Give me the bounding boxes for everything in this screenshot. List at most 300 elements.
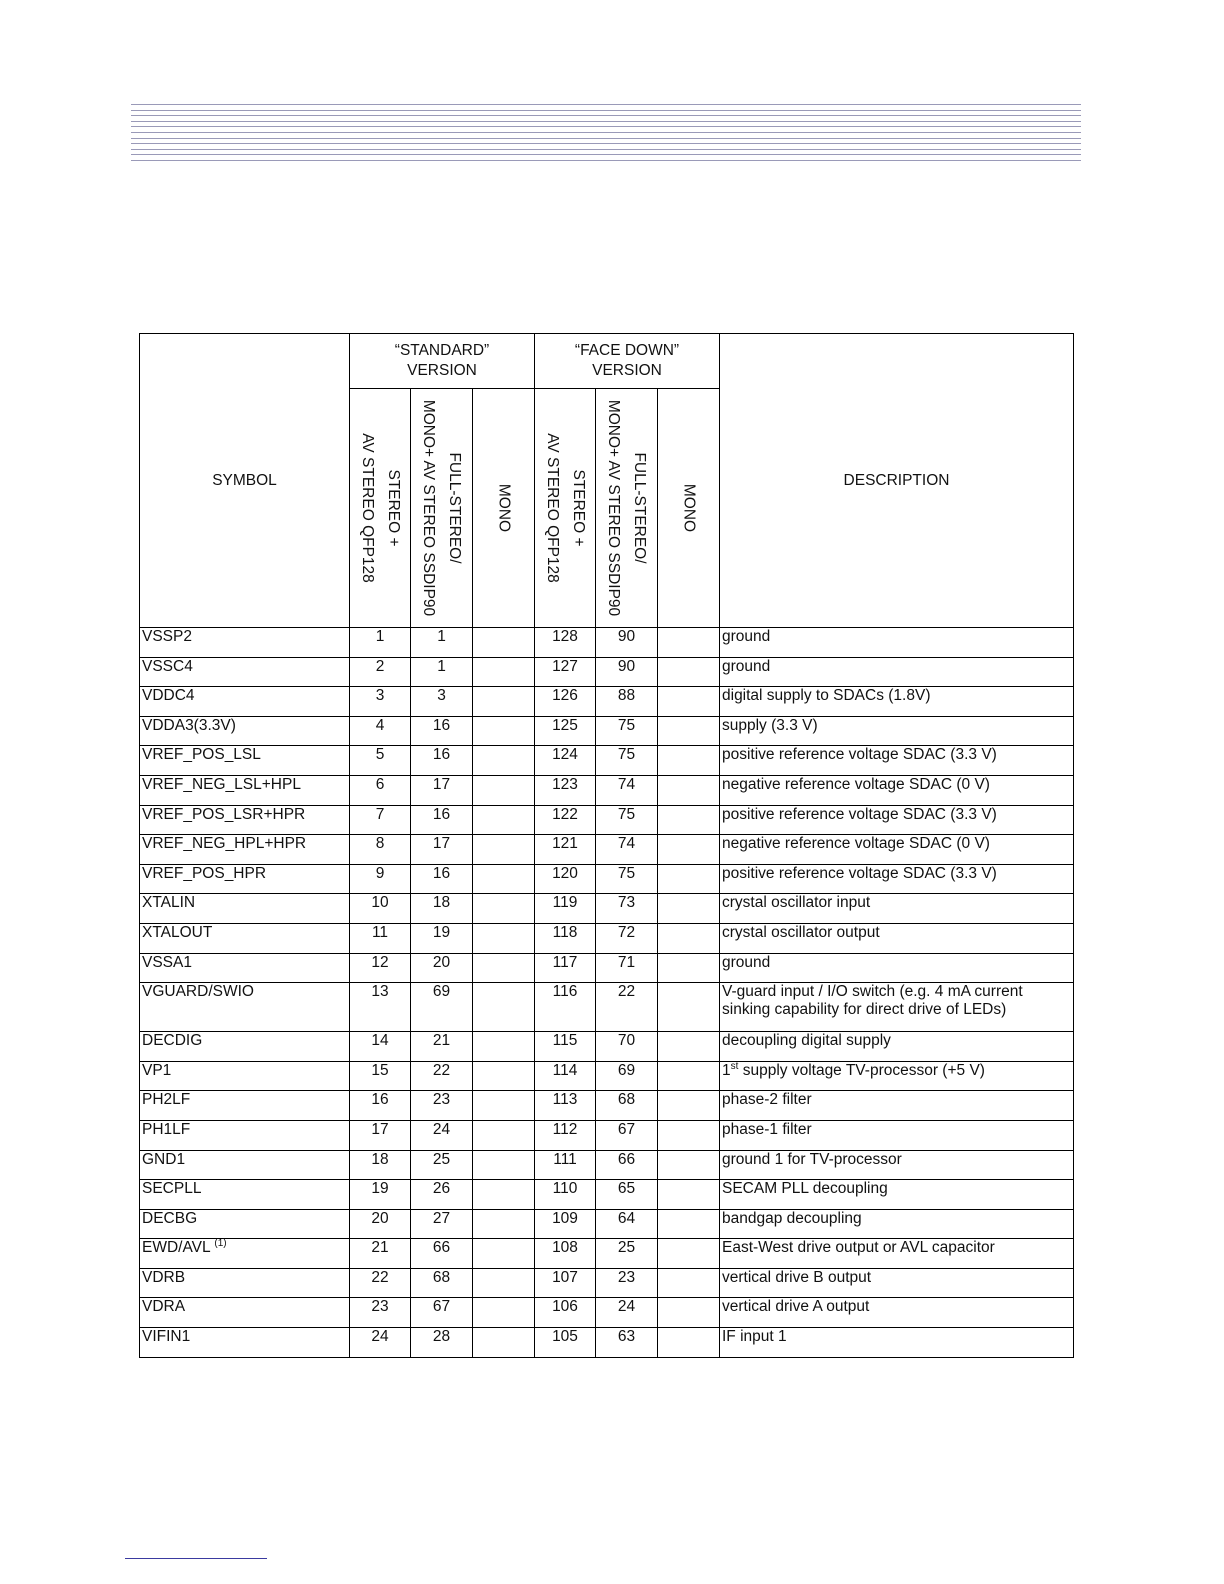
description-text: phase-2 filter: [722, 1091, 812, 1109]
subheader-line2: MONO+ AV STEREO SSDIP90: [605, 399, 623, 617]
table-row: [140, 805, 1074, 835]
table-row: [140, 1180, 1074, 1210]
pin-cell-s2: 23: [411, 1091, 473, 1121]
pin-cell-f3: [658, 864, 720, 894]
pin-cell-f3: [658, 1180, 720, 1210]
pin-cell-f2: 72: [596, 923, 658, 953]
pin-cell-s1: 15: [350, 1061, 411, 1091]
description-text: supply voltage TV-processor (+5 V): [738, 1061, 985, 1079]
symbol-cell: [140, 775, 350, 805]
symbol-text: VDRA: [142, 1298, 186, 1316]
pin-cell-s2: 19: [411, 923, 473, 953]
symbol-cell: [140, 1032, 350, 1062]
pin-cell-f2: 71: [596, 953, 658, 983]
symbol-text: VIFIN1: [142, 1328, 191, 1346]
pin-cell-s3: [473, 657, 535, 687]
header-rule-line: [131, 149, 1081, 150]
pin-cell-s1: 14: [350, 1032, 411, 1062]
pin-cell-s2: 22: [411, 1061, 473, 1091]
symbol-text: DECDIG: [142, 1032, 203, 1050]
subheader-facedown-full-stereo: [596, 389, 658, 628]
pin-cell-s3: [473, 953, 535, 983]
symbol-header-text: SYMBOL: [212, 471, 277, 489]
pin-cell-f1: 128: [535, 628, 596, 658]
ordinal-suffix: st: [730, 1060, 739, 1072]
pin-cell-s3: [473, 1209, 535, 1239]
pin-cell-f2: 63: [596, 1328, 658, 1358]
pin-cell-f1: 109: [535, 1209, 596, 1239]
pin-cell-f3: [658, 1032, 720, 1062]
description-text: phase-1 filter: [722, 1120, 812, 1138]
pin-cell-s1: 9: [350, 864, 411, 894]
description-text: negative reference voltage SDAC (0 V): [722, 775, 990, 793]
pin-cell-f2: 75: [596, 805, 658, 835]
symbol-text: VREF_POS_LSR+HPR: [142, 805, 306, 823]
pin-cell-f2: 68: [596, 1091, 658, 1121]
pin-cell-f1: 113: [535, 1091, 596, 1121]
symbol-text: VGUARD/SWIO: [142, 983, 254, 1001]
symbol-cell: [140, 923, 350, 953]
pin-cell-f3: [658, 953, 720, 983]
table-row: [140, 1328, 1074, 1358]
subheader-line2: MONO+ AV STEREO SSDIP90: [420, 399, 438, 617]
symbol-header: [140, 334, 350, 628]
pin-cell-f2: 74: [596, 775, 658, 805]
pin-cell-s1: 21: [350, 1239, 411, 1269]
pin-cell-s2: 25: [411, 1150, 473, 1180]
header-rule-line: [131, 110, 1081, 111]
description-text: decoupling digital supply: [722, 1032, 891, 1050]
pin-cell-s1: 16: [350, 1091, 411, 1121]
pin-cell-s2: 69: [411, 983, 473, 1032]
face-down-version-line1: “FACE DOWN”: [574, 342, 680, 359]
description-cell: [720, 746, 1074, 776]
symbol-text: VREF_POS_LSL: [142, 746, 261, 764]
footer-rule: [125, 1558, 267, 1559]
description-text: ground: [722, 953, 771, 971]
header-rule-line: [131, 104, 1081, 105]
table-row: [140, 923, 1074, 953]
symbol-cell: [140, 1298, 350, 1328]
pin-cell-s3: [473, 687, 535, 717]
pin-cell-s2: 16: [411, 864, 473, 894]
description-cell: [720, 983, 1074, 1032]
pin-cell-f3: [658, 1209, 720, 1239]
pin-cell-f3: [658, 983, 720, 1032]
description-cell: [720, 657, 1074, 687]
pin-cell-s1: 17: [350, 1120, 411, 1150]
pin-cell-f2: 22: [596, 983, 658, 1032]
header-rule-line: [131, 115, 1081, 116]
table-row: [140, 1091, 1074, 1121]
subheader-standard-stereo: [350, 389, 411, 628]
pin-cell-f1: 111: [535, 1150, 596, 1180]
pin-cell-s1: 1: [350, 628, 411, 658]
pin-cell-s1: 4: [350, 716, 411, 746]
pin-cell-s1: 8: [350, 835, 411, 865]
pin-cell-s2: 66: [411, 1239, 473, 1269]
table-row: [140, 1209, 1074, 1239]
description-cell: [720, 835, 1074, 865]
symbol-cell: [140, 835, 350, 865]
symbol-cell: [140, 746, 350, 776]
symbol-text: VDDA3(3.3V): [142, 716, 236, 734]
symbol-cell: [140, 1150, 350, 1180]
footnote-mark: (1): [214, 1238, 227, 1250]
pin-cell-s3: [473, 805, 535, 835]
pin-cell-f2: 66: [596, 1150, 658, 1180]
symbol-text: VREF_NEG_HPL+HPR: [142, 835, 307, 853]
pin-cell-f2: 73: [596, 894, 658, 924]
description-text: negative reference voltage SDAC (0 V): [722, 835, 990, 853]
symbol-cell: [140, 1120, 350, 1150]
pin-cell-s3: [473, 983, 535, 1032]
symbol-text: VREF_POS_HPR: [142, 864, 267, 882]
table-row: [140, 1268, 1074, 1298]
description-text: positive reference voltage SDAC (3.3 V): [722, 746, 997, 764]
symbol-cell: [140, 1209, 350, 1239]
pin-cell-f1: 105: [535, 1328, 596, 1358]
pin-cell-s2: 20: [411, 953, 473, 983]
pin-cell-f1: 116: [535, 983, 596, 1032]
pin-cell-s3: [473, 923, 535, 953]
pin-cell-s2: 26: [411, 1180, 473, 1210]
pin-cell-f2: 23: [596, 1268, 658, 1298]
symbol-cell: [140, 953, 350, 983]
symbol-text: VSSP2: [142, 628, 192, 645]
symbol-text: VSSA1: [142, 953, 192, 971]
symbol-cell: [140, 716, 350, 746]
pin-cell-s1: 2: [350, 657, 411, 687]
pin-cell-f1: 106: [535, 1298, 596, 1328]
pin-cell-s1: 20: [350, 1209, 411, 1239]
pin-table-body: [140, 628, 1074, 1358]
symbol-text: EWD/AVL: [142, 1239, 215, 1257]
description-text: SECAM PLL decoupling: [722, 1180, 888, 1198]
table-row: [140, 1032, 1074, 1062]
table-row: [140, 716, 1074, 746]
pin-cell-f2: 70: [596, 1032, 658, 1062]
symbol-text: DECBG: [142, 1209, 198, 1227]
subheader-line1: MONO: [495, 483, 513, 533]
table-row: [140, 1239, 1074, 1269]
description-text: positive reference voltage SDAC (3.3 V): [722, 864, 997, 882]
subheader-line2: AV STEREO QFP128: [544, 433, 562, 583]
pin-cell-f2: 24: [596, 1298, 658, 1328]
description-cell: [720, 628, 1074, 658]
symbol-text: GND1: [142, 1150, 186, 1168]
header-rule-line: [131, 160, 1081, 161]
pin-cell-f2: 69: [596, 1061, 658, 1091]
symbol-text: VDDC4: [142, 687, 195, 705]
header-rule-line: [131, 143, 1081, 144]
description-cell: [720, 1268, 1074, 1298]
symbol-cell: [140, 1268, 350, 1298]
description-text: digital supply to SDACs (1.8V): [722, 687, 931, 705]
subheader-facedown-mono: [658, 389, 720, 628]
symbol-cell: [140, 805, 350, 835]
header-rule-line: [131, 154, 1081, 155]
description-cell: [720, 864, 1074, 894]
pin-cell-f3: [658, 835, 720, 865]
pin-cell-f1: 115: [535, 1032, 596, 1062]
description-cell: [720, 1298, 1074, 1328]
pin-cell-f3: [658, 894, 720, 924]
pin-cell-s1: 11: [350, 923, 411, 953]
symbol-cell: [140, 983, 350, 1032]
header-rule: [131, 104, 1081, 162]
table-row: [140, 746, 1074, 776]
description-text: ground: [722, 657, 771, 675]
pin-cell-f3: [658, 628, 720, 658]
pin-cell-f3: [658, 1268, 720, 1298]
description-cell: [720, 1091, 1074, 1121]
standard-version-line2: VERSION: [407, 362, 477, 379]
pin-cell-s3: [473, 1032, 535, 1062]
pin-cell-s1: 5: [350, 746, 411, 776]
pin-cell-s3: [473, 628, 535, 658]
pin-cell-s3: [473, 775, 535, 805]
description-cell: [720, 1120, 1074, 1150]
symbol-text: VDRB: [142, 1268, 186, 1286]
pin-cell-f1: 124: [535, 746, 596, 776]
pin-cell-s1: 23: [350, 1298, 411, 1328]
subheader-line1: STEREO +: [385, 469, 403, 547]
pin-cell-f2: 90: [596, 628, 658, 658]
face-down-version-header: [535, 334, 720, 389]
pin-cell-s2: 16: [411, 805, 473, 835]
symbol-text: VP1: [142, 1061, 172, 1079]
face-down-version-line2: VERSION: [592, 362, 662, 379]
standard-version-header: [350, 334, 535, 389]
pin-cell-s2: 68: [411, 1268, 473, 1298]
pin-cell-s2: 27: [411, 1209, 473, 1239]
pin-cell-f2: 75: [596, 746, 658, 776]
table-row: [140, 1061, 1074, 1091]
pin-cell-f2: 64: [596, 1209, 658, 1239]
pin-cell-s1: 22: [350, 1268, 411, 1298]
standard-version-line1: “STANDARD”: [394, 342, 490, 359]
pin-cell-f3: [658, 1328, 720, 1358]
subheader-line2: AV STEREO QFP128: [359, 433, 377, 583]
symbol-cell: [140, 687, 350, 717]
pin-cell-s1: 10: [350, 894, 411, 924]
header-rule-line: [131, 138, 1081, 139]
description-cell: [720, 805, 1074, 835]
description-text: ground 1 for TV-processor: [722, 1150, 902, 1168]
pin-cell-s1: 6: [350, 775, 411, 805]
description-text: supply (3.3 V): [722, 716, 818, 734]
subheader-facedown-stereo: [535, 389, 596, 628]
pin-cell-s3: [473, 1239, 535, 1269]
pin-cell-f2: 25: [596, 1239, 658, 1269]
symbol-cell: [140, 1328, 350, 1358]
pin-cell-s3: [473, 716, 535, 746]
symbol-cell: [140, 657, 350, 687]
description-text: vertical drive B output: [722, 1268, 872, 1286]
pin-cell-s2: 3: [411, 687, 473, 717]
pin-cell-f3: [658, 805, 720, 835]
pin-cell-s1: 18: [350, 1150, 411, 1180]
symbol-text: PH2LF: [142, 1091, 191, 1109]
description-cell: [720, 716, 1074, 746]
header-rule-line: [131, 126, 1081, 127]
description-cell: [720, 775, 1074, 805]
pin-cell-f3: [658, 1150, 720, 1180]
subheader-line1: MONO: [680, 483, 698, 533]
pin-cell-f3: [658, 1239, 720, 1269]
pin-cell-s2: 16: [411, 716, 473, 746]
table-row: [140, 983, 1074, 1032]
pin-cell-f1: 123: [535, 775, 596, 805]
description-text: bandgap decoupling: [722, 1209, 862, 1227]
pin-cell-s1: 13: [350, 983, 411, 1032]
symbol-cell: [140, 894, 350, 924]
table-row: [140, 657, 1074, 687]
pin-cell-f3: [658, 1091, 720, 1121]
pin-table: [139, 333, 1074, 1358]
pin-cell-f1: 126: [535, 687, 596, 717]
symbol-text: VREF_NEG_LSL+HPL: [142, 775, 301, 793]
table-row: [140, 1120, 1074, 1150]
pin-cell-s2: 21: [411, 1032, 473, 1062]
description-header-text: DESCRIPTION: [843, 471, 950, 489]
description-text: IF input 1: [722, 1328, 787, 1346]
pin-cell-s3: [473, 1150, 535, 1180]
pin-cell-s3: [473, 1268, 535, 1298]
description-text: V-guard input / I/O switch (e.g. 4 mA current sinking capability for direct drive of LEDs): [722, 983, 1023, 1019]
table-row: [140, 1150, 1074, 1180]
symbol-cell: [140, 1061, 350, 1091]
pin-cell-f1: 127: [535, 657, 596, 687]
pin-cell-f2: 90: [596, 657, 658, 687]
symbol-cell: [140, 864, 350, 894]
description-text: crystal oscillator input: [722, 894, 871, 912]
table-row: [140, 953, 1074, 983]
description-text: ground: [722, 628, 771, 645]
pin-cell-s2: 17: [411, 775, 473, 805]
description-prefix: 1: [722, 1061, 731, 1079]
pin-cell-s3: [473, 835, 535, 865]
pin-cell-f1: 122: [535, 805, 596, 835]
pin-cell-s1: 3: [350, 687, 411, 717]
symbol-cell: [140, 1180, 350, 1210]
pin-cell-s3: [473, 864, 535, 894]
pin-cell-s3: [473, 1061, 535, 1091]
subheader-standard-full-stereo: [411, 389, 473, 628]
pin-cell-s3: [473, 894, 535, 924]
pin-cell-s1: 19: [350, 1180, 411, 1210]
pin-cell-f1: 110: [535, 1180, 596, 1210]
pin-cell-f2: 67: [596, 1120, 658, 1150]
pin-cell-f3: [658, 1061, 720, 1091]
description-cell: [720, 1180, 1074, 1210]
pin-cell-s1: 7: [350, 805, 411, 835]
description-cell: [720, 1061, 1074, 1091]
description-cell: [720, 923, 1074, 953]
pin-cell-f1: 114: [535, 1061, 596, 1091]
pin-cell-s2: 1: [411, 657, 473, 687]
description-cell: [720, 1150, 1074, 1180]
description-cell: [720, 1328, 1074, 1358]
pin-cell-s1: 12: [350, 953, 411, 983]
pin-cell-s3: [473, 1091, 535, 1121]
pin-cell-s2: 24: [411, 1120, 473, 1150]
description-cell: [720, 894, 1074, 924]
description-text: crystal oscillator output: [722, 923, 880, 941]
pin-cell-f2: 74: [596, 835, 658, 865]
pin-cell-s2: 17: [411, 835, 473, 865]
pin-cell-f1: 107: [535, 1268, 596, 1298]
pin-cell-f2: 75: [596, 864, 658, 894]
pin-cell-f3: [658, 1120, 720, 1150]
table-row: [140, 835, 1074, 865]
pin-cell-f1: 121: [535, 835, 596, 865]
table-row: [140, 687, 1074, 717]
description-cell: [720, 953, 1074, 983]
pin-cell-f3: [658, 775, 720, 805]
pin-cell-f1: 117: [535, 953, 596, 983]
symbol-cell: [140, 1239, 350, 1269]
pin-cell-s2: 18: [411, 894, 473, 924]
symbol-text: XTALIN: [142, 894, 196, 912]
pin-cell-f1: 120: [535, 864, 596, 894]
pin-cell-f3: [658, 687, 720, 717]
symbol-cell: [140, 628, 350, 658]
description-cell: [720, 1239, 1074, 1269]
pin-cell-f1: 108: [535, 1239, 596, 1269]
description-text: positive reference voltage SDAC (3.3 V): [722, 805, 997, 823]
description-cell: [720, 1209, 1074, 1239]
pin-cell-f3: [658, 1298, 720, 1328]
description-text: vertical drive A output: [722, 1298, 870, 1316]
table-row: [140, 864, 1074, 894]
subheader-line1: FULL-STEREO/: [631, 452, 649, 564]
description-header: [720, 334, 1074, 628]
table-row: [140, 894, 1074, 924]
description-cell: [720, 1032, 1074, 1062]
pin-cell-f2: 88: [596, 687, 658, 717]
symbol-text: VSSC4: [142, 657, 193, 675]
pin-cell-f2: 65: [596, 1180, 658, 1210]
pin-cell-s2: 1: [411, 628, 473, 658]
symbol-text: PH1LF: [142, 1120, 191, 1138]
pin-cell-f1: 118: [535, 923, 596, 953]
pin-cell-s3: [473, 1180, 535, 1210]
table-row: [140, 628, 1074, 658]
pin-cell-f1: 112: [535, 1120, 596, 1150]
pin-cell-s3: [473, 746, 535, 776]
pin-cell-f3: [658, 657, 720, 687]
subheader-line1: FULL-STEREO/: [446, 452, 464, 564]
pin-cell-f1: 119: [535, 894, 596, 924]
subheader-standard-mono: [473, 389, 535, 628]
table-row: [140, 775, 1074, 805]
pin-cell-f3: [658, 746, 720, 776]
pin-cell-f3: [658, 716, 720, 746]
description-cell: [720, 687, 1074, 717]
pin-cell-f2: 75: [596, 716, 658, 746]
pin-cell-f1: 125: [535, 716, 596, 746]
pin-cell-f3: [658, 923, 720, 953]
pin-cell-s1: 24: [350, 1328, 411, 1358]
description-text: East-West drive output or AVL capacitor: [722, 1239, 995, 1257]
subheader-line1: STEREO +: [570, 469, 588, 547]
table-row: [140, 1298, 1074, 1328]
symbol-text: XTALOUT: [142, 923, 213, 941]
pin-cell-s3: [473, 1120, 535, 1150]
pin-cell-s2: 28: [411, 1328, 473, 1358]
